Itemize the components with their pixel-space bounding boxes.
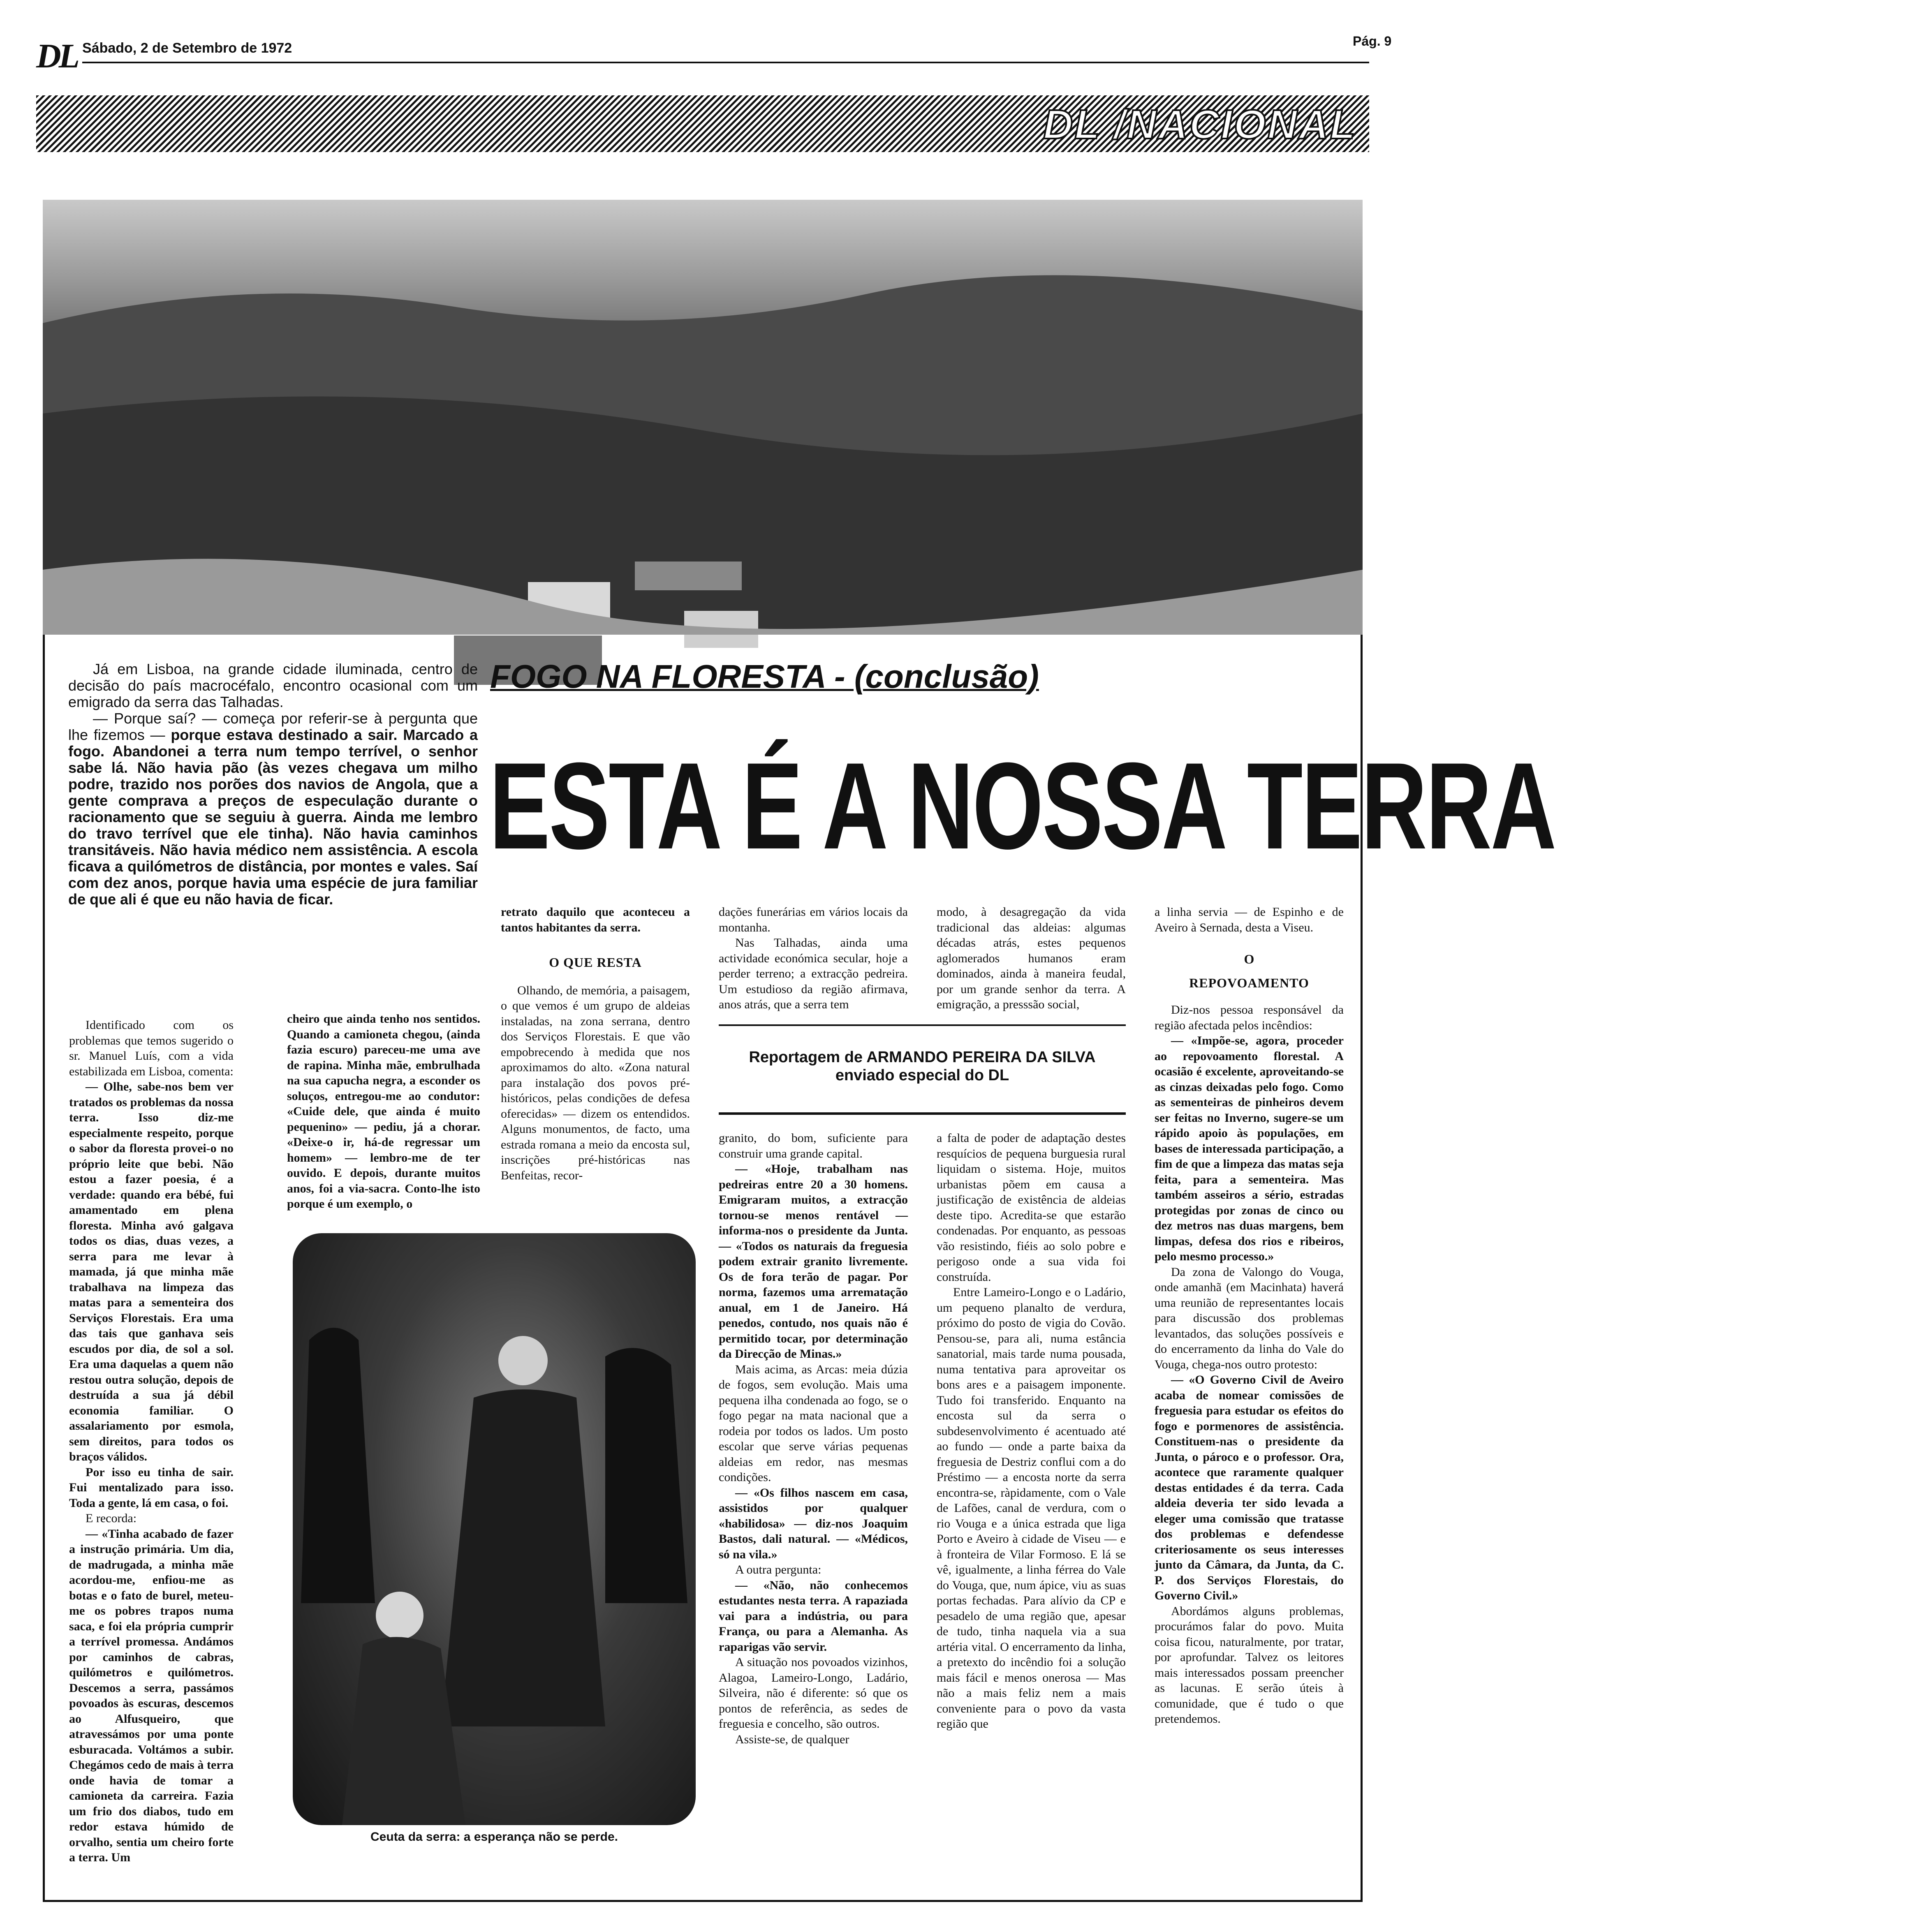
article-kicker: FOGO NA FLORESTA - (conclusão) [490, 658, 1039, 695]
landscape-illustration [43, 200, 1363, 635]
col4b-paragraph: Mais acima, as Arcas: meia dúzia de fogos, sem evolução. Mais uma pequena ilha condenada ao fogo, se o fogo pegar na mata nacional que a rodeia por todos os lados. Um posto escolar que serve várias pequenas aldeias em redor, nas mesmas condições. [719, 1362, 908, 1484]
col4b-paragraph: A situação nos povoados vizinhos, Alagoa, Lameiro-Longo, Ladário, Silveira, não é diferente: só que os pontos de referência, as sedes de freguesia e concelho, são outros. [719, 1655, 908, 1731]
col6-quote: — «Impõe-se, agora, proceder ao repovoamento florestal. A ocasião é excelente, aproveitando-se as cinzas deixadas pelo fogo. Como as sementeiras de pinheiros devem ser feitas no Inverno, sugere-se um rápido apoio às populações, em bases de interessada participação, a fim de que a limpeza das matas seja feita, para a sementeira. Mas também asseiros a sério, estradas protegidas por zonas de cinco ou dez metros nas duas margens, bem limpas, defesa dos rios e ribeiros, pelo mesmo processo.» [1155, 1034, 1344, 1263]
page-number: Pág. 9 [1353, 34, 1392, 49]
subhead-o: O [1244, 952, 1254, 966]
col1-paragraph [69, 1079, 234, 1465]
article-left-border [43, 635, 45, 1901]
col2-paragraph [287, 1011, 480, 1212]
col4b-paragraph [719, 1161, 908, 1362]
col6-paragraph: Da zona de Valongo do Vouga, onde amanhã (em Macinhata) haverá uma reunião de representantes locais para discussão dos problemas levantados, das soluções possíveis e do encerramento da linha do Vale do Vouga, chega-nos outro protesto: [1155, 1265, 1344, 1371]
col1-quote: — «Tinha acabado de fazer a instrução primária. Um dia, de madrugada, a minha mãe acordou-me, enfiou-me as botas e o fato de burel, meteu-me os pobres trapos numa saca, e foi ela própria cumprir a terrível promessa. Andámos por caminhos de cabras, quilómetros e quilómetros. Descemos a serra, passámos povoados às escuras, descemos ao Alfusqueiro, que atravessámos por uma ponte esburacada. Voltámos a subir. Chegámos cedo de mais à terra onde havia de tomar a camioneta da carreira. Fazia um frio dos diabos, tudo em redor estava húmido de orvalho, sentia um cheiro forte a terra. Um [69, 1527, 234, 1864]
man-head [498, 1336, 548, 1385]
col4b-paragraph [719, 1578, 908, 1655]
masthead-logo: DL [36, 37, 77, 75]
column-6 [1155, 904, 1344, 1899]
col1-paragraph: E recorda: [86, 1511, 137, 1525]
col4b-paragraph [719, 1485, 908, 1562]
section-banner-text: DL /NACIONAL [1043, 102, 1357, 148]
col4-paragraph: Nas Talhadas, ainda uma actividade económica secular, hoje a perder terreno; a extracção pedreira. Um estudioso da região afirmava, anos atrás, que a serra tem [719, 936, 908, 1011]
header-rule [82, 62, 1369, 63]
village-landscape-photo [43, 200, 1363, 635]
col1-paragraph [69, 1465, 234, 1511]
byline [719, 1048, 1126, 1084]
col5b-paragraph: Entre Lameiro-Longo e o Ladário, um pequeno planalto de verdura, próximo do posto de vigia do Covão. Pensou-se, para ali, numa estância sanatorial, mais tarde numa pousada, numa tentativa para aproveitar os bons ares e a paisagem imponente. Tudo foi transferido. Enquanto na encosta sul da serra o subdesenvolvimento é acentuado até ao fundo — onde a parte baixa da freguesia de Destriz conflui com a do Préstimo — a encosta norte da serra encontra-se, ràpidamente, com o Vale de Lafões, canal de verdura, com o rio Vouga e a única estrada que liga Porto e Aveiro à cidade de Viseu — e à fronteira de Vilar Formoso. E lá se vê, igualmente, a linha férrea do Vale do Vouga, que, num ápice, viu as suas portas fechadas. Para alívio da CP e pesadelo de uma região que, apesar de tudo, tinha naquela via a sua artéria vital. O encerramento da linha, a pretexto do incêndio foi a solução mais fácil e menos onerosa — Mas não a mais feliz nem a mais conveniente para o povo da vasta região que [937, 1285, 1126, 1731]
column-3 [501, 904, 690, 1229]
intro-quote: porque estava destinado a sair. Marcado a fogo. Abandonei a terra num tempo terrível, o senhor sabe lá. Não havia pão (às vezes chegava um milho podre, trazido nos porões dos navios de Angola, que a gente comprava a preços de especulação durante o racionamento que se seguiu à guerra. Ainda me lembro do travo terrível que ele tinha). Não havia caminhos transitáveis. Não havia médico nem assistência. A escola ficava a quilómetros de distância, por montes e vales. Saí com dez anos, porque havia uma espécie de jura familiar de que ali é que eu não havia de ficar. [68, 726, 478, 908]
subhead-repovoamento: REPOVOAMENTO [1189, 975, 1309, 990]
col4b-quote: — «Não, não conhecemos estudantes nesta terra. A rapaziada vai para a indústria, ou para França, ou para a Alemanha. As raparigas vão servir. [719, 1578, 908, 1654]
col3-paragraph [501, 904, 690, 935]
col1-quote: — Olhe, sabe-nos bem ver tratados os problemas da nossa terra. Isso diz-me especialmente respeito, porque o sabor da floresta provei-o no próprio leite que bebi. Não estou a fazer poesia, é a verdade: quando era bébé, fui amamentado em plena floresta. Minha avó galgava todos os dias, duas vezes, a serra para me levar à mamada, já que minha mãe trabalhava na limpeza das matas para a sementeira dos Serviços Florestais. Era uma das tais que ganhava seis escudos por dia, de sol a sol. Era uma daquelas a quem não restou outra solução, depois de destruída a sua já débil economia familiar. O assalariamento por esmola, sem direitos, para todos os braços válidos. [69, 1080, 234, 1463]
col3-quote: retrato daquilo que aconteceu a tantos habitantes da serra. [501, 905, 690, 934]
col6-paragraph [1155, 1033, 1344, 1264]
column-5-bottom [937, 1130, 1126, 1899]
col2-quote: cheiro que ainda tenho nos sentidos. Quando a camioneta chegou, (ainda fazia escuro) pareceu-me uma ave de rapina. Minha mãe, embrulhada na sua capucha negra, a esconder os soluços, entregou-me ao condutor: «Cuide dele, que ainda é muito pequenino» — pediu, já a chorar. «Deixe-o ir, há-de regressar um homem» — lembro-me de ter ouvido. E depois, durante muitos anos, foi a via-sacra. Conto-lhe isto porque é um exemplo, o [287, 1012, 480, 1211]
col6-paragraph: a linha servia — de Espinho e de Aveiro à Sernada, desta a Viseu. [1155, 905, 1344, 934]
article-headline [489, 737, 1555, 875]
column-5-top [937, 904, 1126, 1024]
col3-paragraph: Olhando, de memória, a paisagem, o que vemos é um grupo de aldeias instaladas, na zona serrana, dentro dos Serviços Florestais. E que vão empobrecendo à medida que nos aproximamos do alto. «Zona natural para instalação dos povos pré-históricos, pelas condições de defesa oferecidas» — dizem os entendidos. Alguns monumentos, de facto, uma estrada romana a meio da encosta sul, inscrições pré-históricas nas Benfeitas, recor- [501, 983, 690, 1182]
intro-text [68, 661, 478, 998]
figure-right [605, 1348, 687, 1603]
col4b-quote: — «Os filhos nascem em casa, assistidos por qualquer «habilidosa» — diz-nos Joaquim Bastos, dali natural. — «Médicos, só na vila.» [719, 1486, 908, 1561]
portrait-photo [293, 1233, 696, 1825]
column-4-bottom [719, 1130, 908, 1899]
byline-author: Reportagem de ARMANDO PEREIRA DA SILVA [749, 1049, 1096, 1066]
col6-quote: — «O Governo Civil de Aveiro acaba de nomear comissões de freguesia para estudar os efeitos do fogo e pormenores de assistência. Constituem-nas o presidente da Junta, o pároco e o professor. Ora, acontece que raramente qualquer destas entidades é da terra. Cada aldeia deveria ter sido levada a eleger uma comissão que tratasse dos problemas e defendesse criteriosamente os seus interesses junto da Câmara, da Junta, da C. P. dos Serviços Florestais, do Governo Civil.» [1155, 1373, 1344, 1602]
byline-rule [719, 1112, 1126, 1115]
roof-shape [635, 562, 742, 590]
column-2 [287, 1011, 480, 1225]
photo-caption: Ceuta da serra: a esperança não se perde. [370, 1830, 618, 1844]
col1-quote: Por isso eu tinha de sair. Fui mentalizado para isso. Toda a gente, lá em casa, o foi. [69, 1465, 234, 1510]
portrait-illustration [293, 1233, 696, 1825]
col6-paragraph: Diz-nos pessoa responsável da região afectada pelos incêndios: [1155, 1003, 1344, 1032]
figure-left [301, 1328, 375, 1603]
column-4-top [719, 904, 908, 1028]
section-banner [36, 95, 1369, 152]
col4-paragraph: dações funerárias em vários locais da montanha. [719, 905, 908, 934]
col6-paragraph: Abordámos alguns problemas, procurámos falar do povo. Muita coisa ficou, naturalmente, por tratar, por aprofundar. Talvez os leitores mais interessados possam preencher as lacunas. E serão úteis à comunidade, que é tudo o que pretendemos. [1155, 1604, 1344, 1726]
intro-paragraph-2 [68, 710, 478, 908]
article-bottom-border [43, 1900, 1363, 1902]
col4b-paragraph: Assiste-se, de qualquer [735, 1732, 849, 1746]
col4b-paragraph: A outra pergunta: [735, 1563, 822, 1576]
top-column-rule [719, 1024, 1126, 1026]
issue-date: Sábado, 2 de Setembro de 1972 [82, 40, 292, 56]
column-1 [69, 1017, 234, 1885]
col4b-paragraph: granito, do bom, suficiente para construir uma grande capital. [719, 1131, 908, 1160]
subhead-o-que-resta: O QUE RESTA [549, 955, 642, 970]
woman-head [376, 1592, 423, 1639]
col6-paragraph [1155, 1372, 1344, 1604]
col4b-quote: — «Hoje, trabalham nas pedreiras entre 20 a 30 homens. Emigraram muitos, a extracção tornou-se menos rentável — informa-nos o presidente da Junta. — «Todos os naturais da freguesia podem extrair granito livremente. Os de fora terão de pagar. Por norma, fazemos uma arrematação anual, em 1 de Janeiro. Há penedos, contudo, nos quais não é permitido tocar, por determinação da Direcção de Minas.» [719, 1162, 908, 1361]
headline-text: ESTA É A NOSSA TERRA [489, 737, 1555, 875]
col5-paragraph: modo, à desagregação da vida tradicional das aldeias: algumas décadas atrás, estes pequenos aglomerados humanos eram dominados, ainda à maneira feudal, por um grande senhor da terra. A emigração, a presssão social, [937, 905, 1126, 1011]
col5b-paragraph: a falta de poder de adaptação destes resquícios de pequena burguesia rural liquidam o sistema. Hoje, muitos urbanistas põem em causa a justificação de existência de aldeias deste tipo. Acredita-se que estarão condenadas. Por enquanto, as pessoas vão resistindo, fiéis ao solo pobre e perigoso onde a sua vida foi construída. [937, 1131, 1126, 1284]
byline-role: enviado especial do DL [835, 1067, 1009, 1084]
intro-lead: — Porque saí? — começa por referir-se à pergunta que lhe fizemos — [68, 710, 478, 743]
man-body [441, 1389, 605, 1726]
col1-paragraph: Identificado com os problemas que temos sugerido o sr. Manuel Luís, com a vida estabilizada em Lisboa, comenta: [69, 1018, 234, 1078]
col1-paragraph [69, 1526, 234, 1865]
intro-paragraph-1: Já em Lisboa, na grande cidade iluminada, centro de decisão do país macrocéfalo, encontro ocasional com um emigrado da serra das Talhadas. [68, 661, 478, 710]
